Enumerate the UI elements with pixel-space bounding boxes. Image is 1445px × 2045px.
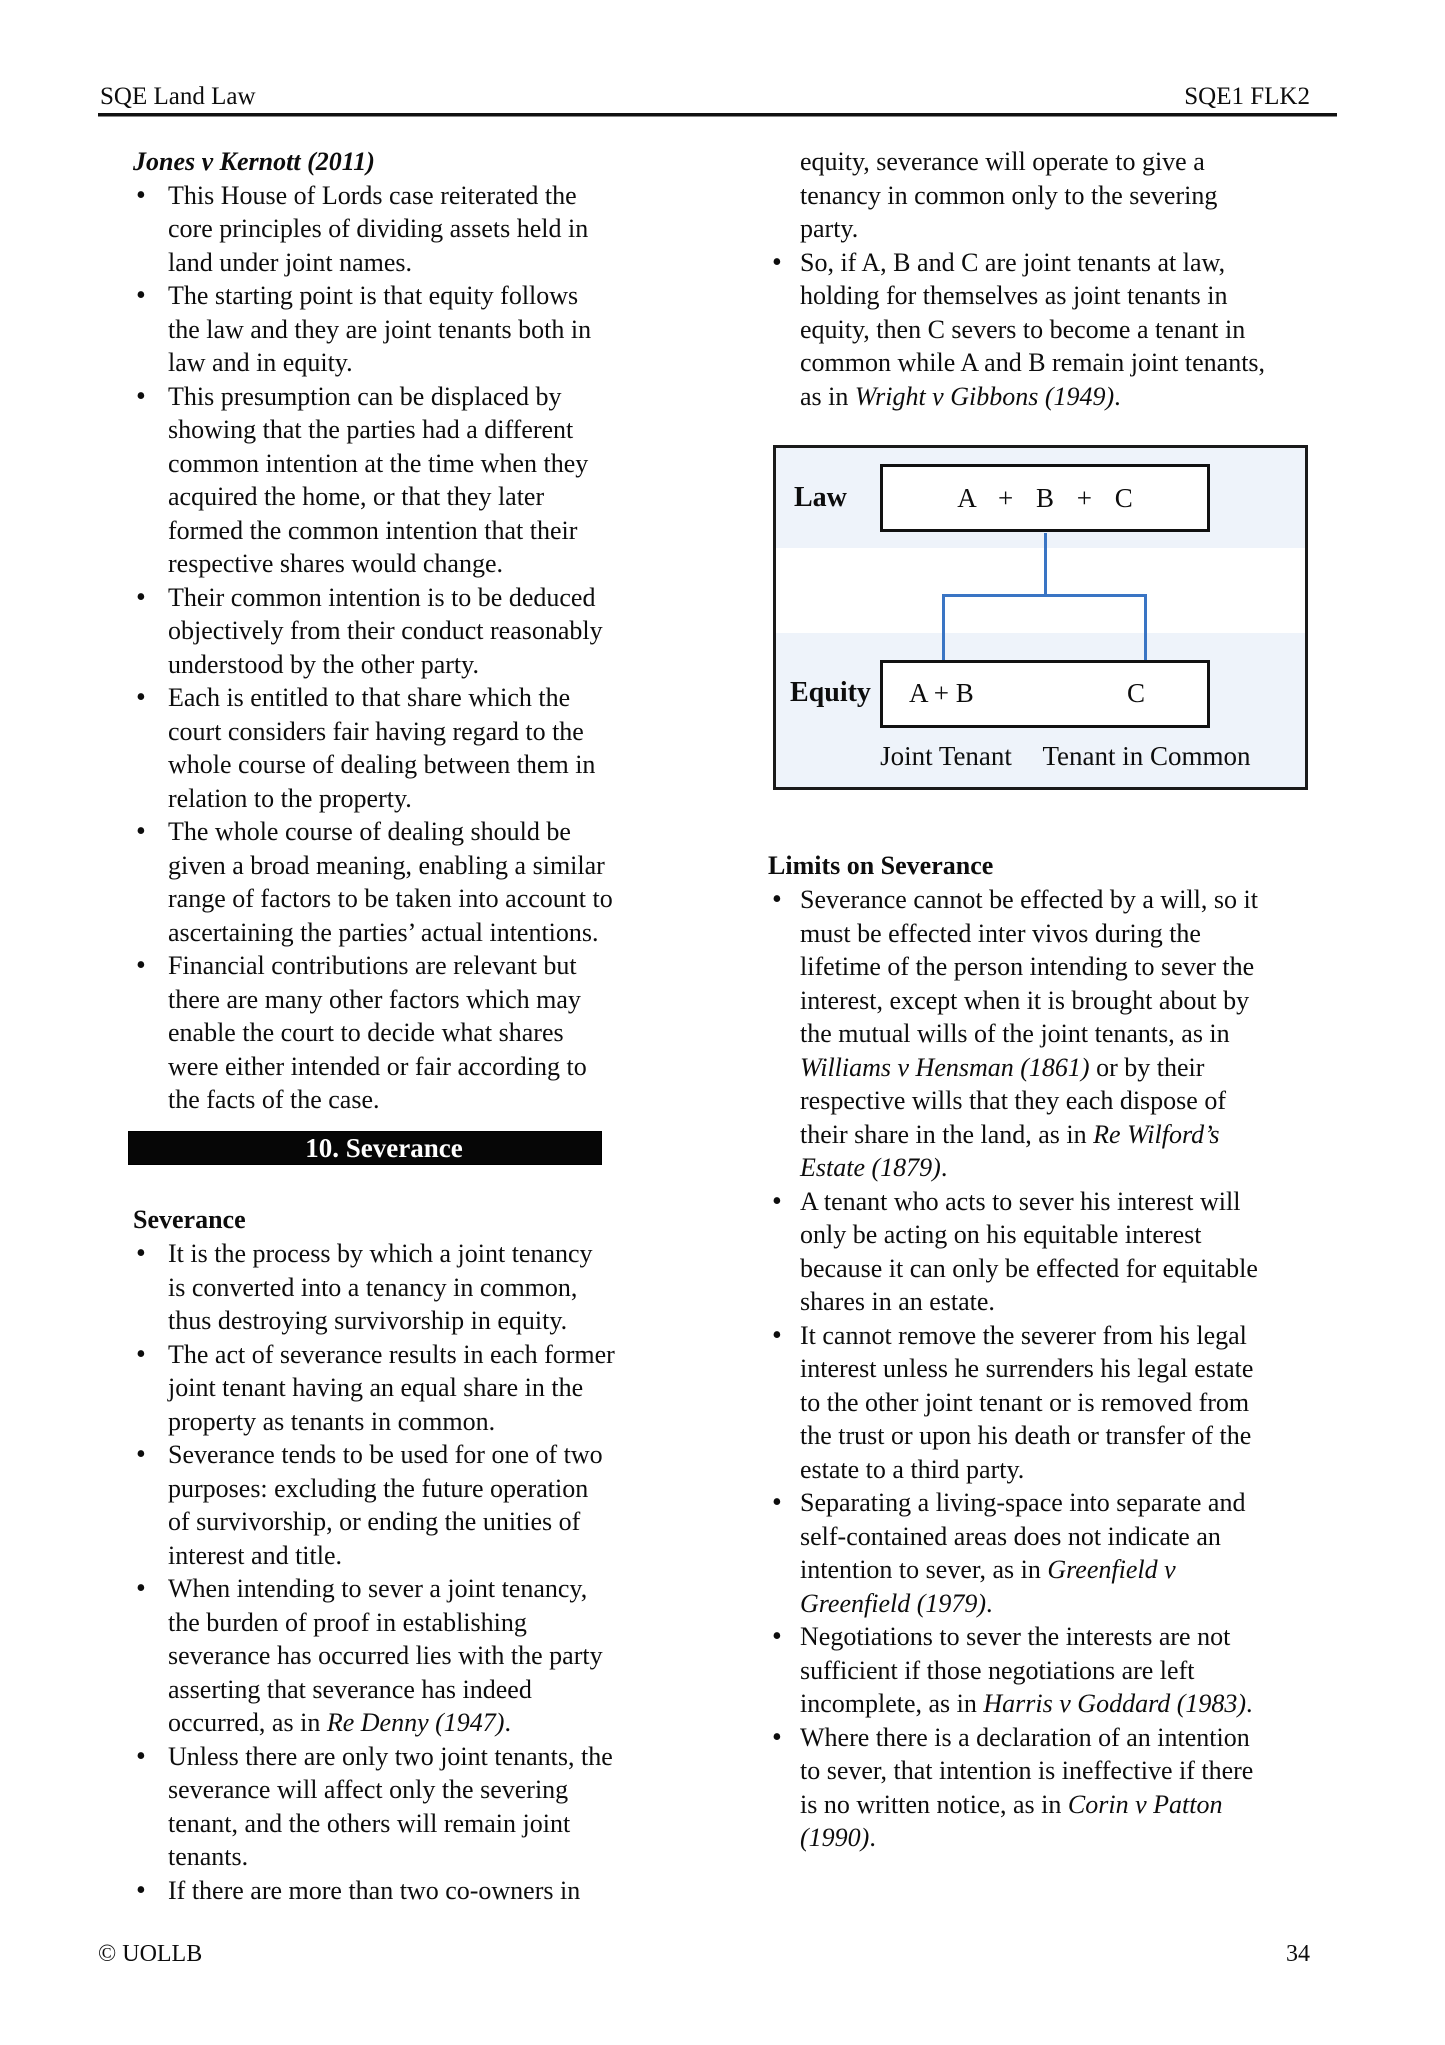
bullet-text: If there are more than two co-owners in [168, 1875, 581, 1905]
bullet-item [770, 1721, 1270, 1855]
bullet-icon: • [136, 179, 146, 211]
header-module-code: SQE1 FLK2 [1184, 83, 1310, 110]
bullet-item [100, 681, 615, 815]
bullet-item [770, 246, 1270, 414]
bullet-text: Unless there are only two joint tenants, the severance will affect only the severing tenant, and the others will remain joint tenants. [168, 1741, 613, 1871]
connector-right-drop-line [1144, 594, 1147, 663]
bullet-text: Severance tends to be used for one of two purposes: excluding the future operation of survivorship, or ending the unities of interest and title. [168, 1440, 603, 1570]
bullet-icon: • [136, 1238, 146, 1269]
bullet-text: A tenant who acts to sever his interest will only be acting on his equitable interest because it can only be effected for equitable shares in an estate. [800, 1186, 1258, 1316]
bullet-item [100, 1438, 615, 1572]
bullet-icon: • [772, 884, 782, 915]
footer-page-number: 34 [1286, 1941, 1310, 1967]
bullet-icon: • [772, 1721, 782, 1753]
bullet-item [100, 1338, 615, 1439]
bullet-item [100, 1237, 615, 1338]
bullet-item [770, 1185, 1270, 1319]
bullet-item [100, 179, 615, 280]
bullet-item [100, 949, 615, 1117]
bullet-icon: • [772, 246, 782, 278]
bullet-item [100, 380, 615, 581]
bullet-item [770, 1620, 1270, 1721]
right-column-top-block [770, 145, 1270, 413]
left-column-severance-block [100, 1237, 615, 1907]
case-bullet-list [100, 179, 615, 1117]
bullet-item [100, 1572, 615, 1740]
bullet-text: This House of Lords case reiterated the core principles of dividing assets held in land under joint names. [168, 180, 589, 277]
law-label: Law [794, 482, 847, 513]
severance-diagram [773, 445, 1308, 790]
equity-label: Equity [790, 677, 871, 708]
limits-heading: Limits on Severance [768, 851, 994, 880]
bullet-icon: • [136, 581, 146, 613]
bullet-text: The starting point is that equity follows the law and they are joint tenants both in law and in equity. [168, 281, 592, 377]
left-column-case-block [100, 145, 615, 1117]
header-document-title: SQE Land Law [100, 83, 256, 110]
bullet-icon: • [136, 1874, 146, 1906]
bullet-text: The act of severance results in each former joint tenant having an equal share in the property as tenants in common. [168, 1339, 615, 1436]
limits-bullet-list [770, 883, 1270, 1855]
bullet-icon: • [136, 1439, 146, 1470]
bullet-icon: • [772, 1185, 782, 1217]
case-heading: Jones v Kernott (2011) [133, 147, 375, 176]
caption-joint-tenant: Joint Tenant [880, 741, 1012, 771]
severance-heading: Severance [133, 1205, 246, 1234]
bullet-text: Negotiations to sever the interests are not sufficient if those negotiations are left incomplete, as in Harris v Goddard (1983). [800, 1622, 1253, 1718]
bullet-text: Financial contributions are relevant but there are many other factors which may enable the court to decide what shares were either intended or fair according to the facts of the case. [168, 951, 587, 1114]
example-bullet-list [770, 246, 1270, 414]
equity-box-tenant-in-common: C [1126, 678, 1145, 709]
bullet-icon: • [136, 950, 146, 981]
bullet-icon: • [136, 1338, 146, 1370]
bullet-text: So, if A, B and C are joint tenants at law, holding for themselves as joint tenants in equity, then C severs to become a tenant in common while A and B remain joint tenants, as in Wright v Gibbons (1949). [800, 247, 1266, 411]
bullet-icon: • [136, 1740, 146, 1772]
continuation-paragraph: equity, severance will operate to give a tenancy in common only to the severing party. [800, 147, 1218, 243]
bullet-icon: • [136, 280, 146, 311]
bullet-text: It cannot remove the severer from his legal interest unless he surrenders his legal estate to the other joint tenant or is removed from the trust or upon his death or transfer of the estate to a third party. [800, 1320, 1254, 1484]
bullet-text: The whole course of dealing should be given a broad meaning, enabling a similar range of factors to be taken into account to ascertaining the parties’ actual intentions. [168, 817, 613, 947]
bullet-icon: • [136, 816, 146, 847]
bullet-icon: • [772, 1487, 782, 1518]
bullet-icon: • [136, 682, 146, 713]
header-rule [98, 113, 1337, 117]
caption-tenant-in-common: Tenant in Common [1042, 741, 1251, 771]
connector-horizontal-line [942, 594, 1147, 597]
bullet-item [770, 883, 1270, 1185]
bullet-text: When intending to sever a joint tenancy, the burden of proof in establishing severance has occurred lies with the party asserting that severance has indeed occurred, as in Re Denny (1947). [168, 1574, 603, 1737]
bullet-text: It is the process by which a joint tenancy is converted into a tenancy in common, thus destroying survivorship in equity. [168, 1239, 593, 1335]
bullet-item [100, 815, 615, 949]
bullet-icon: • [772, 1621, 782, 1652]
section-banner: 10. Severance [128, 1131, 602, 1165]
bullet-text: Severance cannot be effected by a will, so it must be effected inter vivos during the lifetime of the person intending to sever the interest, except when it is brought about by the mutual wills of the joint tenants, as in Williams v Hensman (1861) or by their respective wills that they each dispose of their share in the land, as in Re Wilford’s Estate (1879). [800, 885, 1258, 1182]
law-box: A + B + C [880, 464, 1210, 532]
bullet-item [100, 279, 615, 380]
bullet-icon: • [136, 1573, 146, 1604]
bullet-item [100, 581, 615, 682]
bullet-text: Separating a living-space into separate and self-contained areas does not indicate an intention to sever, as in Greenfield v Greenfield (1979). [800, 1488, 1246, 1618]
bullet-icon: • [136, 380, 146, 412]
equity-box-joint-tenants: A + B [909, 678, 974, 709]
bullet-text: Where there is a declaration of an intention to sever, that intention is ineffective if there is no written notice, as in Corin v Patton (1990). [800, 1722, 1254, 1852]
severance-bullet-list [100, 1237, 615, 1907]
footer-copyright: © UOLLB [98, 1941, 203, 1967]
bullet-text: Their common intention is to be deduced objectively from their conduct reasonably understood by the other party. [168, 582, 603, 679]
equity-box [880, 660, 1210, 728]
bullet-item [770, 1486, 1270, 1620]
bullet-text: This presumption can be displaced by showing that the parties had a different common intention at the time when they acquired the home, or that they later formed the common intention that their respective shares would change. [168, 381, 589, 578]
bullet-icon: • [772, 1319, 782, 1351]
connector-stem-line [1044, 533, 1047, 596]
bullet-item [100, 1740, 615, 1874]
connector-left-drop-line [942, 594, 945, 663]
bullet-item [770, 1319, 1270, 1487]
right-column-limits-block [770, 883, 1270, 1855]
bullet-item [100, 1874, 615, 1908]
bullet-text: Each is entitled to that share which the court considers fair having regard to the whole course of dealing between them in relation to the property. [168, 683, 596, 813]
